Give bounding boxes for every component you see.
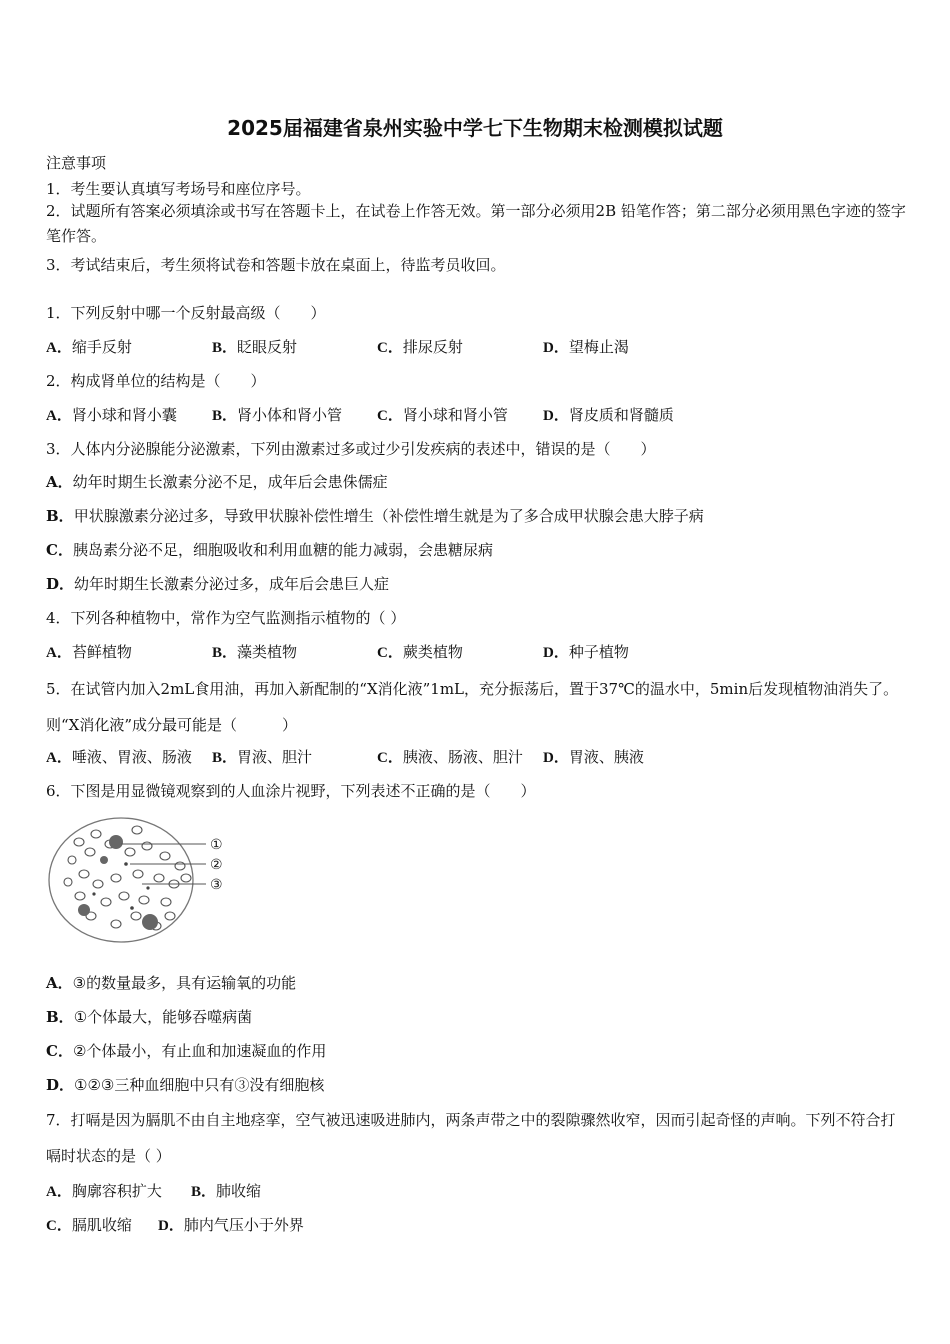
white-blood-cells bbox=[78, 835, 158, 930]
option[interactable]: B．肺收缩 bbox=[191, 1182, 262, 1200]
option[interactable]: D．肾皮质和肾髓质 bbox=[543, 406, 674, 424]
page-title: 2025届福建省泉州实验中学七下生物期末检测模拟试题 bbox=[227, 116, 723, 140]
option[interactable]: C．膈肌收缩 bbox=[46, 1216, 132, 1234]
option[interactable]: A．幼年时期生长激素分泌不足，成年后会患侏儒症 bbox=[46, 473, 388, 491]
option[interactable]: D．望梅止渴 bbox=[543, 338, 629, 356]
option[interactable]: A．胸廓容积扩大 bbox=[46, 1182, 162, 1200]
option[interactable]: B．胃液、胆汁 bbox=[212, 748, 313, 766]
note-item: 2．试题所有答案必须填涂或书写在答题卡上，在试卷上作答无效。第一部分必须用2B 铅笔作答；第二部分必须用黑色字迹的签字笔作答。 bbox=[46, 202, 906, 245]
option[interactable]: A．唾液、胃液、肠液 bbox=[46, 748, 192, 766]
option[interactable]: A．肾小球和肾小囊 bbox=[46, 406, 177, 424]
option[interactable]: B．甲状腺激素分泌过多，导致甲状腺补偿性增生（补偿性增生就是为了多合成甲状腺会患大脖子病 bbox=[46, 507, 704, 525]
figure-label-1: ① bbox=[210, 837, 223, 853]
option[interactable]: C．②个体最小，有止血和加速凝血的作用 bbox=[46, 1042, 327, 1060]
option[interactable]: D．肺内气压小于外界 bbox=[158, 1216, 304, 1234]
option[interactable]: A．苔鲜植物 bbox=[46, 643, 132, 661]
option[interactable]: A．缩手反射 bbox=[46, 338, 132, 356]
option[interactable]: B．眨眼反射 bbox=[212, 338, 298, 356]
option[interactable]: C．胰岛素分泌不足，细胞吸收和利用血糖的能力减弱，会患糖尿病 bbox=[46, 541, 493, 559]
option[interactable]: A．③的数量最多，具有运输氧的功能 bbox=[46, 974, 297, 992]
question-stem: 2．构成肾单位的结构是（ ） bbox=[46, 372, 266, 390]
option[interactable]: D．①②③三种血细胞中只有③没有细胞核 bbox=[46, 1076, 325, 1094]
question-stem: 6．下图是用显微镜观察到的人血涂片视野，下列表述不正确的是（ ） bbox=[46, 782, 536, 800]
question-stem: 5．在试管内加入2mL食用油，再加入新配制的“X消化液”1mL，充分振荡后，置于37℃的温水中，5min后发现植物油消失了。则“X消化液”成分最可能是（ ） bbox=[46, 680, 899, 734]
blood-smear-figure bbox=[46, 812, 236, 947]
question-stem: 1．下列反射中哪一个反射最高级（ ） bbox=[46, 304, 326, 322]
option[interactable]: C．胰液、肠液、胆汁 bbox=[377, 748, 523, 766]
option[interactable]: D．胃液、胰液 bbox=[543, 748, 644, 766]
question-stem: 7．打嗝是因为膈肌不由自主地痉挛，空气被迅速吸进肺内，两条声带之中的裂隙骤然收窄，因而引起奇怪的声响。下列不符合打嗝时状态的是（ ） bbox=[46, 1111, 896, 1165]
option[interactable]: B．藻类植物 bbox=[212, 643, 298, 661]
notes-heading: 注意事项 bbox=[46, 154, 107, 172]
option[interactable]: C．肾小球和肾小管 bbox=[377, 406, 508, 424]
question-stem: 3．人体内分泌腺能分泌激素，下列由激素过多或过少引发疾病的表述中，错误的是（ ） bbox=[46, 440, 656, 458]
option[interactable]: C．排尿反射 bbox=[377, 338, 463, 356]
option[interactable]: D．幼年时期生长激素分泌过多，成年后会患巨人症 bbox=[46, 575, 390, 593]
option[interactable]: D．种子植物 bbox=[543, 643, 629, 661]
figure-label-2: ② bbox=[210, 857, 223, 873]
note-item: 3．考试结束后，考生须将试卷和答题卡放在桌面上，待监考员收回。 bbox=[46, 256, 506, 274]
figure-label-3: ③ bbox=[210, 877, 223, 893]
option[interactable]: C．蕨类植物 bbox=[377, 643, 463, 661]
note-item: 1．考生要认真填写考场号和座位序号。 bbox=[46, 180, 311, 198]
option[interactable]: B．①个体最大，能够吞噬病菌 bbox=[46, 1008, 253, 1026]
question-stem: 4．下列各种植物中，常作为空气监测指示植物的（ ） bbox=[46, 609, 406, 627]
option[interactable]: B．肾小体和肾小管 bbox=[212, 406, 343, 424]
